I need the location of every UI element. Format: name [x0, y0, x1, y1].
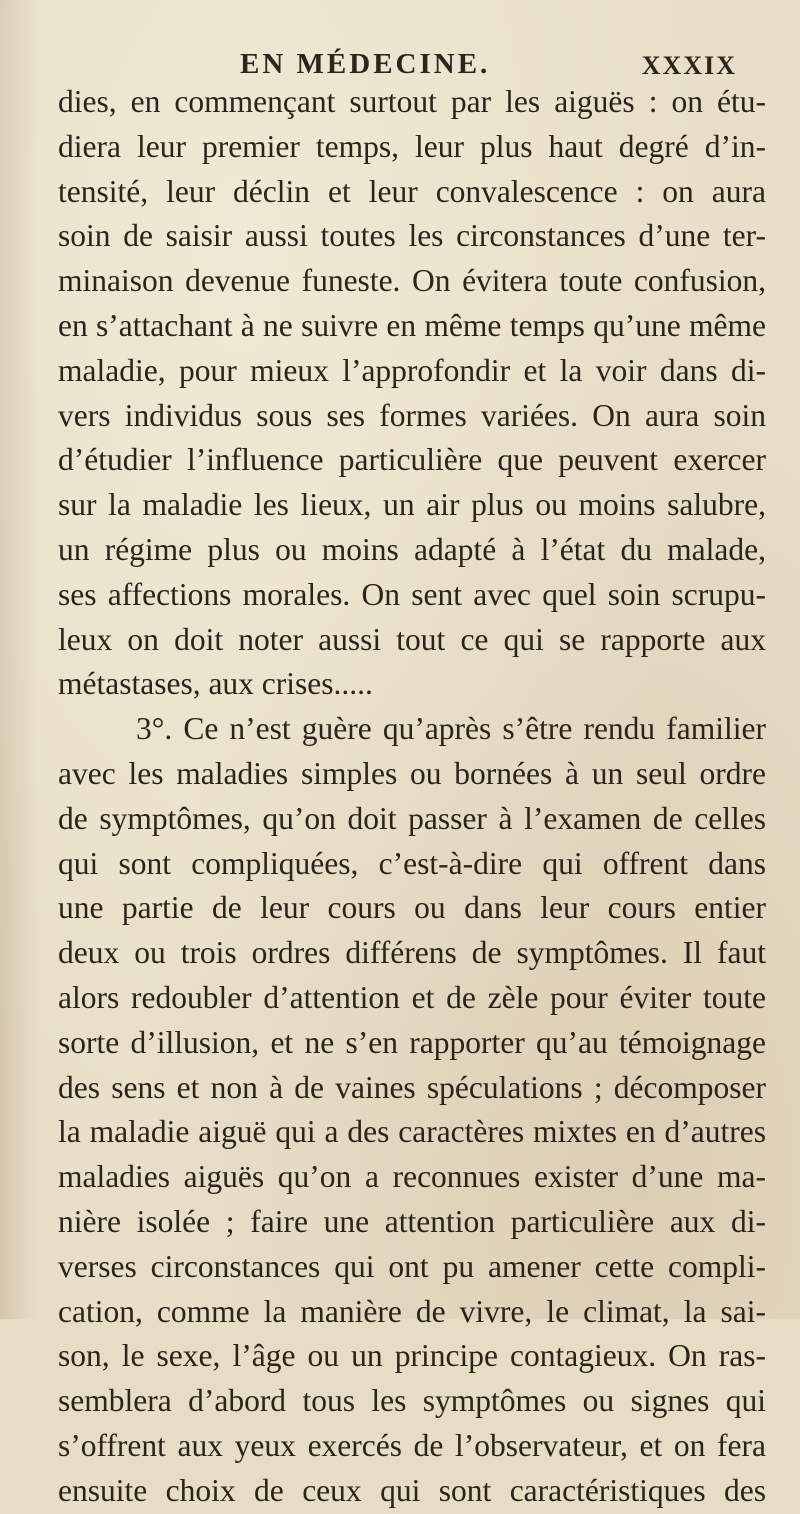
text-line: diera leur premier temps, leur plus haut degré d’in-: [58, 128, 766, 164]
text-line: maladies aiguës qu’on a reconnues exister d’une ma-: [58, 1159, 766, 1195]
text-line: métastases, aux crises.....: [58, 666, 373, 702]
text-line: leux on doit noter aussi tout ce qui se rapporte aux: [58, 621, 766, 657]
running-head: EN MÉDECINE.: [240, 48, 491, 80]
body-text: [58, 80, 766, 1514]
text-line: verses circonstances qui ont pu amener cette compli-: [58, 1248, 766, 1284]
text-line: de symptômes, qu’on doit passer à l’examen de celles: [58, 800, 766, 836]
page-number: XXXIX: [641, 51, 737, 80]
text-line: deux ou trois ordres différens de symptômes. Il faut: [58, 935, 766, 971]
page-header: [0, 40, 800, 80]
text-line: un régime plus ou moins adapté à l’état du malade,: [58, 531, 766, 567]
text-line: vers individus sous ses formes variées. On aura soin: [58, 397, 766, 433]
text-line: avec les maladies simples ou bornées à un seul ordre: [58, 755, 766, 791]
text-line: alors redoubler d’attention et de zèle pour éviter toute: [58, 979, 766, 1015]
text-line: dies, en commençant surtout par les aiguës : on étu-: [58, 84, 766, 119]
text-line: semblera d’abord tous les symptômes ou signes qui: [58, 1383, 766, 1419]
text-line: minaison devenue funeste. On évitera toute confusion,: [58, 263, 766, 299]
text-line: ensuite choix de ceux qui sont caractéristiques des: [58, 1472, 766, 1508]
text-line: sorte d’illusion, et ne s’en rapporter qu’au témoignage: [58, 1024, 766, 1060]
text-line: nière isolée ; faire une attention particulière aux di-: [58, 1203, 766, 1239]
paragraph-start-line: 3°. Ce n’est guère qu’après s’être rendu familier: [136, 711, 766, 747]
text-line: sur la maladie les lieux, un air plus ou moins salubre,: [58, 487, 766, 523]
text-line: la maladie aiguë qui a des caractères mixtes en d’autres: [58, 1114, 766, 1150]
text-line: maladie, pour mieux l’approfondir et la voir dans di-: [58, 352, 766, 388]
text-line: ses affections morales. On sent avec quel soin scrupu-: [58, 576, 766, 612]
text-line: en s’attachant à ne suivre en même temps qu’une même: [58, 307, 766, 343]
text-line: son, le sexe, l’âge ou un principe contagieux. On ras-: [58, 1338, 766, 1374]
text-line: tensité, leur déclin et leur convalescence : on aura: [58, 173, 766, 209]
text-line: s’offrent aux yeux exercés de l’observateur, et on fera: [58, 1427, 766, 1463]
text-line: soin de saisir aussi toutes les circonstances d’une ter-: [58, 218, 766, 254]
text-line: qui sont compliquées, c’est-à-dire qui offrent dans: [58, 845, 766, 881]
text-line: des sens et non à de vaines spéculations ; décomposer: [58, 1069, 766, 1105]
text-line: une partie de leur cours ou dans leur cours entier: [58, 890, 766, 926]
text-line: cation, comme la manière de vivre, le climat, la sai-: [58, 1293, 766, 1329]
text-line: d’étudier l’influence particulière que peuvent exercer: [58, 442, 766, 478]
